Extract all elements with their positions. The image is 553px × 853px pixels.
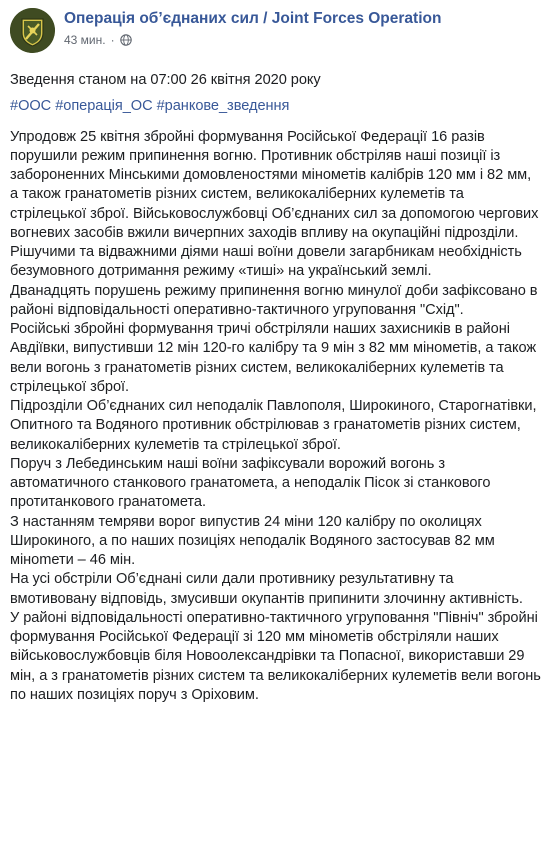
summary-line: Зведення станом на 07:00 26 квітня 2020 року xyxy=(10,72,321,88)
hashtag-link[interactable]: #ООС xyxy=(10,98,52,115)
post-meta xyxy=(64,32,441,48)
meta-separator: · xyxy=(110,33,115,47)
post-paragraph: Дванадцять порушень режиму припинення вогню минулої доби зафіксовано в районі відповідальності оперативно-тактичного угруповання "Схід". xyxy=(10,282,538,318)
post-timestamp[interactable]: 43 мин. xyxy=(64,33,106,47)
post-paragraph: У районі відповідальності оперативно-тактичного угруповання "Північ" збройні формування Російської Федерації зі 120 мм мінометів обстріляли наших військовослужбовців біля Новоолександрівки та Попасної, використавши 29 мін, а з гранатометів різних систем та великокаліберних кулеметів вели вогонь по наших позиціях поруч з Оріховим. xyxy=(10,609,541,703)
post-paragraph: Упродовж 25 квітня збройні формування Російської Федерації 16 разів порушили режим припинення вогню. Противник обстріляв наші позиції із забороненних Мінськими домовленостями мінометів калібрів 120 мм і 82 мм, а також гранатометів різних систем, великокаліберних кулеметів та стрілецької зброї. Військовослужбовці Об’єднаних сил за допомогою чергових вогневих засобів вжили вичерпних заходів впливу на окупаційні підрозділи. Рішучими та відважними діями наші воїни довели загарбникам необхідність безумовного дотримання режиму «тиші» на український землі. xyxy=(10,128,539,280)
header-text xyxy=(64,8,441,48)
globe-icon[interactable] xyxy=(120,34,132,46)
post-paragraph: Поруч з Лебединським наші воїни зафіксували ворожий вогонь з автоматичного станкового гранатомета, а неподалік Пісок зі станкового протитанкового гранатомета. xyxy=(10,455,491,511)
hashtag-link[interactable]: #ранкове_зведення xyxy=(156,98,290,115)
page-name-link[interactable]: Операція об’єднаних сил / Joint Forces Operation xyxy=(64,10,442,27)
post-paragraph: Підрозділи Об’єднаних сил неподалік Павлополя, Широкиного, Старогнатівки, Опитного та Водяного противник обстрілював з гранатометів різних систем, великокаліберних кулеметів та стрілецької зброї. xyxy=(10,398,537,453)
post-paragraph: З настанням темряви ворог випустив 24 міни 120 калібру по околицях Широкиного, а по наших позиціях неподалік Водяного застосував 82 мм мінomети – 46 мін. xyxy=(10,513,495,568)
hashtag-link[interactable]: #операція_ОС xyxy=(55,98,153,115)
joint-forces-emblem-icon xyxy=(10,8,55,53)
post-paragraph: На усі обстріли Об’єднані сили дали противнику результативну та вмотивовану відповідь, змусивши окупантів припинити злочинну активність. xyxy=(10,571,523,607)
post-body xyxy=(10,71,543,705)
post-header xyxy=(10,8,543,64)
hashtag-row xyxy=(10,97,543,116)
post-paragraph: Російські збройні формування тричі обстріляли наших захисників в районі Авдіївки, випустивши 12 мін 120-го калібру та 9 мін з 82 мм мінометів, а також вели вогонь з гранатометів різних систем, великокаліберних кулеметів та стрілецької зброї. xyxy=(10,321,537,395)
page-avatar[interactable] xyxy=(10,8,55,53)
